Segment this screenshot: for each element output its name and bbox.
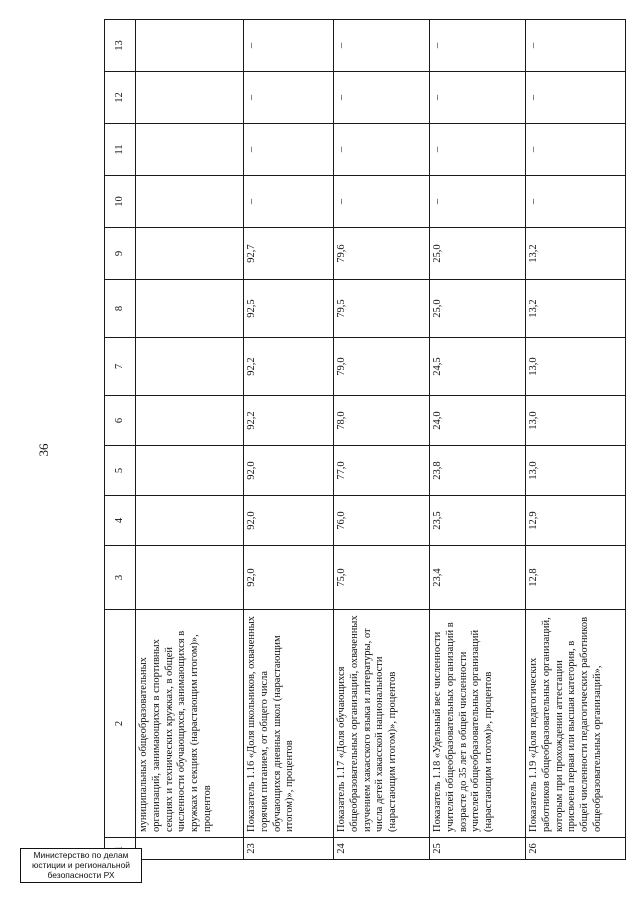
- value-cell: 92,0: [244, 546, 334, 610]
- table-row: [430, 20, 526, 860]
- value-cell: [136, 72, 244, 124]
- value-cell: 92,2: [244, 396, 334, 446]
- column-header: 4: [105, 496, 136, 546]
- table-frame: [104, 20, 603, 860]
- table-row: [526, 20, 626, 860]
- value-cell: [136, 176, 244, 228]
- value-cell: 23,5: [430, 496, 526, 546]
- column-header: 5: [105, 446, 136, 496]
- value-cell: –: [526, 72, 626, 124]
- value-cell: 79,0: [334, 338, 430, 396]
- value-cell: 24,5: [430, 338, 526, 396]
- indicator-description-cell: Показатель 1.16 «Доля школьников, охваченных горячим питанием, от общего числа обучающихся дневных школ (нарастающим итогом)», процентов: [244, 610, 334, 838]
- value-cell: 23,4: [430, 546, 526, 610]
- value-cell: 13,0: [526, 446, 626, 496]
- indicator-description-cell: Показатель 1.18 «Удельный вес численности учителей общеобразовательных организаций в возрасте до 35 лет в общей численности учителей общеобразовательных организаций (нарастающим итогом)», процентов: [430, 610, 526, 838]
- value-cell: 13,0: [526, 396, 626, 446]
- value-cell: 12,9: [526, 496, 626, 546]
- column-header: 3: [105, 546, 136, 610]
- column-header: 7: [105, 338, 136, 396]
- value-cell: –: [244, 124, 334, 176]
- value-cell: 25,0: [430, 228, 526, 280]
- column-header: 12: [105, 72, 136, 124]
- table-row: [334, 20, 430, 860]
- rotated-table-container: [104, 20, 603, 860]
- value-cell: –: [334, 124, 430, 176]
- value-cell: [136, 338, 244, 396]
- value-cell: 79,6: [334, 228, 430, 280]
- value-cell: 23,8: [430, 446, 526, 496]
- stamp-line: Министерство по делам: [33, 850, 129, 860]
- value-cell: –: [334, 72, 430, 124]
- value-cell: [136, 228, 244, 280]
- ministry-stamp: [20, 848, 142, 883]
- row-number-cell: 25: [430, 838, 526, 860]
- value-cell: 79,5: [334, 280, 430, 338]
- value-cell: [136, 280, 244, 338]
- value-cell: –: [430, 176, 526, 228]
- value-cell: 24,0: [430, 396, 526, 446]
- indicator-description-cell: Показатель 1.19 «Доля педагогических работников общеобразовательных организаций, которым при прохождении аттестации присвоена первая или высшая категория, в общей численности педагогических работников общеобразовательных организаций»,: [526, 610, 626, 838]
- column-header: 13: [105, 20, 136, 72]
- indicator-description-cell: Показатель 1.17 «Доля обучающихся общеобразовательных организаций, охваченных изучением хакасского языка и литературы, от числа детей хакасской национальности (нарастающим итогом)», процентов: [334, 610, 430, 838]
- value-cell: –: [430, 72, 526, 124]
- value-cell: [136, 396, 244, 446]
- value-cell: –: [430, 124, 526, 176]
- column-header: 2: [105, 610, 136, 838]
- value-cell: –: [244, 176, 334, 228]
- value-cell: [136, 546, 244, 610]
- row-number-cell: 24: [334, 838, 430, 860]
- value-cell: 13,0: [526, 338, 626, 396]
- value-cell: 92,7: [244, 228, 334, 280]
- header-row: [105, 20, 136, 860]
- indicator-description-cell: муниципальных общеобразовательных организаций, занимающихся в спортивных секциях и технических кружках, в общей численности обучающихся, занимающихся в кружках и секциях (нарастающим итогом)», процентов: [136, 610, 244, 838]
- page-number: 36: [36, 443, 51, 457]
- value-cell: –: [244, 72, 334, 124]
- value-cell: 76,0: [334, 496, 430, 546]
- column-header: 10: [105, 176, 136, 228]
- table-body: [105, 20, 626, 860]
- value-cell: –: [334, 176, 430, 228]
- value-cell: 12,8: [526, 546, 626, 610]
- column-header: 9: [105, 228, 136, 280]
- value-cell: –: [430, 20, 526, 72]
- row-number-cell: 23: [244, 838, 334, 860]
- column-header: 6: [105, 396, 136, 446]
- row-number-cell: 26: [526, 838, 626, 860]
- column-header: 11: [105, 124, 136, 176]
- value-cell: 92,0: [244, 496, 334, 546]
- value-cell: –: [334, 20, 430, 72]
- value-cell: 92,0: [244, 446, 334, 496]
- value-cell: –: [526, 176, 626, 228]
- value-cell: 75,0: [334, 546, 430, 610]
- table-row: [136, 20, 244, 860]
- stamp-line: юстиции и региональной: [31, 859, 131, 870]
- stamp-line: безопасности РХ: [47, 869, 115, 880]
- value-cell: 92,2: [244, 338, 334, 396]
- value-cell: 92,5: [244, 280, 334, 338]
- value-cell: 25,0: [430, 280, 526, 338]
- value-cell: –: [526, 20, 626, 72]
- value-cell: 13,2: [526, 228, 626, 280]
- row-number-cell: [136, 838, 244, 860]
- value-cell: 78,0: [334, 396, 430, 446]
- column-header: 8: [105, 280, 136, 338]
- value-cell: 77,0: [334, 446, 430, 496]
- value-cell: 13,2: [526, 280, 626, 338]
- indicators-table: [104, 19, 626, 860]
- table-row: [244, 20, 334, 860]
- value-cell: [136, 124, 244, 176]
- value-cell: [136, 20, 244, 72]
- value-cell: –: [244, 20, 334, 72]
- value-cell: [136, 446, 244, 496]
- value-cell: –: [526, 124, 626, 176]
- value-cell: [136, 496, 244, 546]
